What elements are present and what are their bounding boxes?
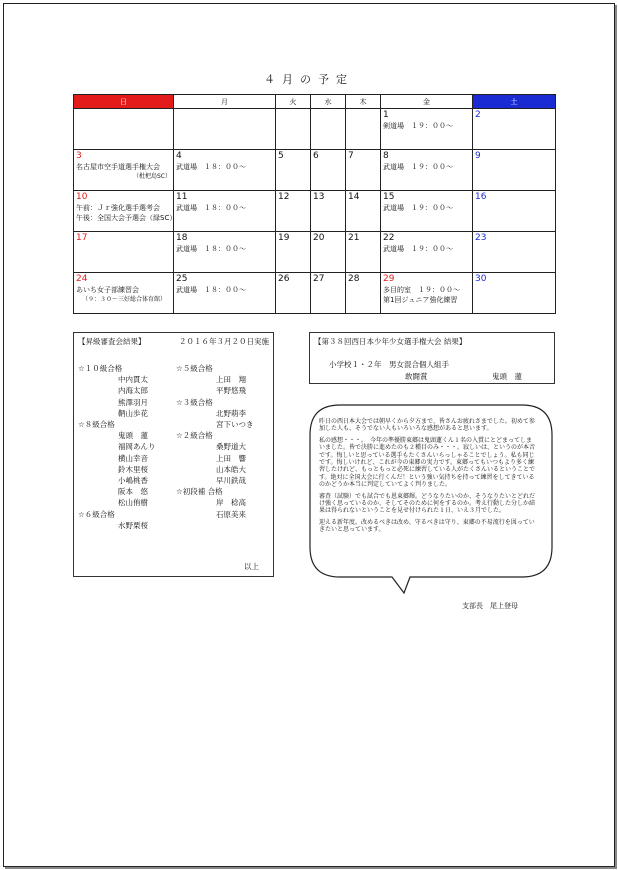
calendar-event: 武道場 １８：００～ <box>176 163 246 171</box>
day-number: 6 <box>313 151 319 161</box>
bubble-paragraph: 昨日の西日本大会では朝早くから夕方まで、皆さんお疲れさまでした。初めて参加した人も、そうでない人もいろいろな感想があると思います。 <box>319 418 535 433</box>
calendar-day-cell <box>276 109 311 150</box>
calendar-event: 武道場 １８：００～ <box>176 245 246 253</box>
signature: 支部長 尾上登母 <box>462 602 518 610</box>
calendar-day-cell <box>311 273 346 314</box>
calendar-header-cell: 木 <box>346 95 381 109</box>
passer-name: 上田 響 <box>216 453 246 463</box>
passer-name: 岸 稔高 <box>216 498 246 508</box>
exam-date: ２０１６年３月２０日実施 <box>179 337 269 346</box>
grade-heading: ☆３級合格 <box>176 397 213 407</box>
passer-name: 中内貫太 <box>118 375 148 385</box>
day-number: 26 <box>278 274 290 284</box>
day-number: 16 <box>475 192 487 202</box>
bubble-paragraph: 私の感想・・・。 今年の準優勝東郷は鬼頭蓮くん１名の入賞にとどまってしまいました。皆で決勝に進めたのも２種目のみ・・・。寂しいは、というのが本音です。悔しいと思っている選手もたくさんいらっしゃることでしょう。私も同じです。悔しいけれど、これが今の東郷の実力です。東郷ってもいつもより多く練習したけれど、もっともっと必死に練習している人がたくさんいるということです。絶対に全国大会に行くんだ！という強い気持ちを持って練習をしてきているのかどうか本当に判定していてよく判りました。 <box>319 436 536 489</box>
passer-name: 内海太郎 <box>118 386 148 396</box>
calendar-event: （枇杷島SC） <box>133 173 171 180</box>
grade-heading: ☆２級合格 <box>176 431 213 441</box>
calendar-event: 多目的室 １９：００～ <box>383 286 460 294</box>
calendar-day-cell <box>74 109 174 150</box>
calendar-event: 武道場 １８：００～ <box>176 286 246 294</box>
calendar-header-row <box>74 95 556 109</box>
calendar-day-cell <box>174 232 276 273</box>
day-number: 25 <box>176 274 188 284</box>
grade-heading: ☆初段補 合格 <box>176 487 223 497</box>
calendar-week-row <box>74 232 556 273</box>
calendar-day-cell <box>346 273 381 314</box>
day-number: 1 <box>383 110 389 120</box>
calendar-day-cell <box>346 150 381 191</box>
bubble-paragraph: 審査（試験）でも試合でも恩東郷輝。どうなりたいのか、そうなりたいとどれだけ強く思っているのか、そしてそのために何をするのか。考え行動した分しか結果は得られないということを見せ付けられた１日、いえ３月でした。 <box>319 492 536 515</box>
tournament-award: 敢闘賞 <box>405 372 428 381</box>
calendar-event: 武道場 １９：００～ <box>383 204 453 212</box>
day-number: 19 <box>278 233 290 243</box>
passer-name: 福岡あんり <box>118 442 156 452</box>
day-number: 14 <box>348 192 360 202</box>
passer-name: 早川鉄哉 <box>216 476 246 486</box>
day-number: 7 <box>348 151 354 161</box>
calendar-week-row <box>74 191 556 232</box>
passer-name: 松山侑樹 <box>118 498 148 508</box>
passer-name: 宮下いつき <box>216 420 254 430</box>
passer-name: 熊澤羽月 <box>118 397 148 407</box>
calendar-day-cell <box>276 191 311 232</box>
passer-name: 小嶋桃香 <box>118 476 148 486</box>
calendar-week-row <box>74 109 556 150</box>
calendar-day-cell <box>74 150 174 191</box>
page-title: ４月の予定 <box>264 73 354 86</box>
exam-end-note: 以上 <box>244 562 259 571</box>
calendar-day-cell <box>473 273 556 314</box>
calendar-day-cell <box>381 273 473 314</box>
calendar-day-cell <box>381 109 473 150</box>
passer-name: 平野悠飛 <box>216 386 246 396</box>
calendar-day-cell <box>174 191 276 232</box>
calendar-day-cell <box>174 109 276 150</box>
calendar-header-cell: 水 <box>311 95 346 109</box>
day-number: 20 <box>313 233 325 243</box>
day-number: 21 <box>348 233 360 243</box>
calendar-event: 武道場 １８：００～ <box>176 204 246 212</box>
calendar-week-row <box>74 150 556 191</box>
calendar-day-cell <box>174 273 276 314</box>
passer-name: 石原美来 <box>216 509 246 519</box>
day-number: 2 <box>475 110 481 120</box>
calendar-header-cell: 月 <box>174 95 276 109</box>
calendar-event: 武道場 １９：００～ <box>383 163 453 171</box>
grade-heading: ☆１０級合格 <box>78 364 123 373</box>
calendar-day-cell <box>311 150 346 191</box>
day-number: 10 <box>76 192 88 202</box>
passer-name: 桑野道大 <box>216 442 246 452</box>
day-number: 8 <box>383 151 389 161</box>
day-number: 27 <box>313 274 325 284</box>
day-number: 13 <box>313 192 325 202</box>
calendar-week-row <box>74 273 556 314</box>
calendar-event: （９：３０～三好総合体育館） <box>82 296 167 303</box>
calendar-header-cell: 土 <box>473 95 556 109</box>
passer-name: 上田 翔 <box>216 375 246 385</box>
calendar-day-cell <box>311 232 346 273</box>
speech-bubble-text <box>319 418 535 538</box>
calendar-day-cell <box>311 191 346 232</box>
calendar-event: 名古屋市空手道選手権大会 <box>76 163 160 171</box>
exam-column-2 <box>176 363 254 520</box>
day-number: 29 <box>383 274 395 284</box>
day-number: 28 <box>348 274 360 284</box>
calendar-day-cell <box>473 191 556 232</box>
passer-name: 水野栗桜 <box>118 520 148 530</box>
day-number: 3 <box>76 151 82 161</box>
bubble-paragraph: 迎える新年度。改めるべきは改め、守るべきは守り、東郷の不易流行を図っていきたいと思っています。 <box>319 518 535 534</box>
exam-results-header: 【昇級審査会結果】 <box>78 337 146 346</box>
day-number: 23 <box>475 233 487 243</box>
tournament-results-box <box>309 332 555 384</box>
day-number: 11 <box>176 192 188 202</box>
calendar-header-cell: 日 <box>74 95 174 109</box>
passer-name: 横山幸音 <box>118 453 148 463</box>
day-number: 17 <box>76 233 88 243</box>
calendar-day-cell <box>74 273 174 314</box>
tournament-winner: 鬼頭 蓮 <box>492 372 522 381</box>
calendar-day-cell <box>74 232 174 273</box>
calendar-table <box>73 94 556 314</box>
calendar-header-cell: 金 <box>381 95 473 109</box>
exam-column-1 <box>78 363 156 531</box>
calendar-event: 武道場 １９：００～ <box>383 245 453 253</box>
calendar-day-cell <box>381 191 473 232</box>
calendar-day-cell <box>381 150 473 191</box>
day-number: 24 <box>76 274 88 284</box>
day-number: 5 <box>278 151 284 161</box>
calendar-day-cell <box>346 109 381 150</box>
passer-name: 阪本 悠 <box>118 487 148 497</box>
calendar-day-cell <box>381 232 473 273</box>
calendar-day-cell <box>346 191 381 232</box>
passer-name: 鈴木里桜 <box>118 464 148 474</box>
passer-name: 鞆山歩花 <box>118 408 148 418</box>
grade-heading: ☆５級合格 <box>176 364 213 373</box>
grade-heading: ☆８級合格 <box>78 420 115 430</box>
day-number: 18 <box>176 233 188 243</box>
day-number: 22 <box>383 233 395 243</box>
passer-name: 北野萌李 <box>216 408 246 418</box>
tournament-header: 【第３８回西日本少年少女選手権大会 結果】 <box>314 337 467 346</box>
grade-heading: ☆６級合格 <box>78 509 115 519</box>
calendar-day-cell <box>174 150 276 191</box>
calendar-day-cell <box>74 191 177 232</box>
calendar-day-cell <box>346 232 381 273</box>
passer-name: 山本皓大 <box>216 464 246 474</box>
day-number: 4 <box>176 151 182 161</box>
calendar-event: 午後：全国大会予選会（緑SC） <box>76 214 177 222</box>
calendar-day-cell <box>276 232 311 273</box>
tournament-category: 小学校１・２年 男女混合個人組手 <box>329 360 449 369</box>
day-number: 15 <box>383 192 395 202</box>
calendar-event: 午前：Ｊｒ強化選手選考会 <box>76 204 160 212</box>
calendar-event: 剣道場 １９：００～ <box>383 122 453 130</box>
calendar-event: あいち女子部練習会 <box>76 286 139 294</box>
calendar-day-cell <box>473 109 556 150</box>
passer-name: 鬼頭 蓮 <box>118 431 148 441</box>
calendar-event: 第1回ジュニア強化練習 <box>383 296 458 304</box>
exam-results-box <box>73 332 274 577</box>
calendar-day-cell <box>473 150 556 191</box>
calendar-day-cell <box>311 109 346 150</box>
day-number: 9 <box>475 151 481 161</box>
calendar-day-cell <box>276 150 311 191</box>
day-number: 12 <box>278 192 290 202</box>
calendar-header-cell: 火 <box>276 95 311 109</box>
day-number: 30 <box>475 274 487 284</box>
calendar-day-cell <box>276 273 311 314</box>
calendar-day-cell <box>473 232 556 273</box>
